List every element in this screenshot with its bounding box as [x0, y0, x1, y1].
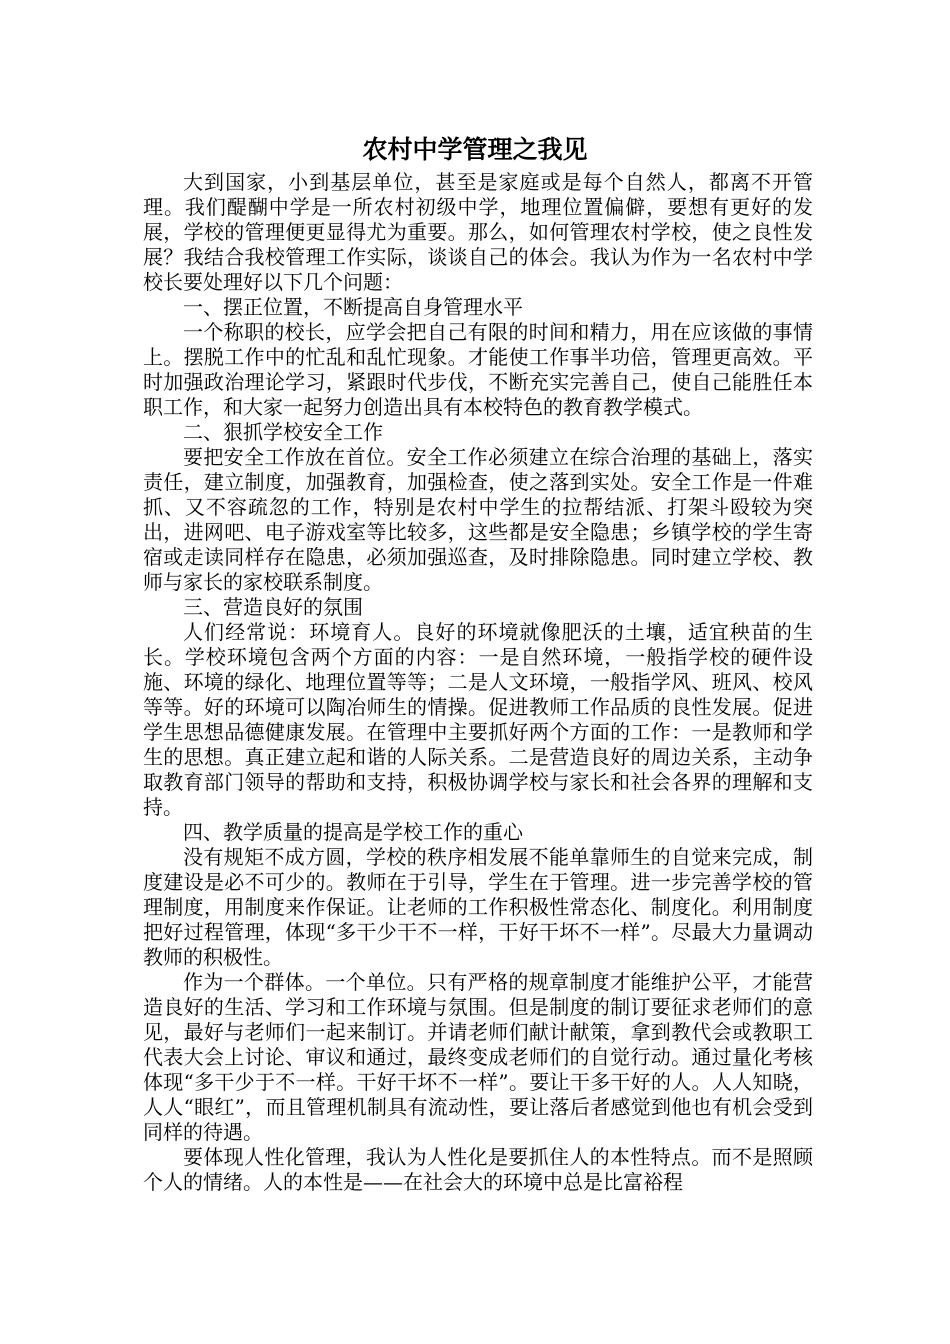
paragraph-section-2: 要把安全工作放在首位。安全工作必须建立在综合治理的基础上，落实责任，建立制度，加强教育，加强检查，使之落到实处。安全工作是一件难抓、又不容疏忽的工作，特别是农村中学生的拉帮结派、打架斗殴较为突出，进网吧、电子游戏室等比较多，这些都是安全隐患；乡镇学校的学生寄宿或走读同样存在隐患，必须加强巡查，及时排除隐患。同时建立学校、教师与家长的家校联系制度。 [143, 445, 813, 594]
paragraph-section-1: 一个称职的校长，应学会把自己有限的时间和精力，用在应该做的事情上。摆脱工作中的忙乱和乱忙现象。才能使工作事半功倍，管理更高效。平时加强政治理论学习，紧跟时代步伐，不断充实完善自己，使自己能胜任本职工作，和大家一起努力创造出具有本校特色的教育教学模式。 [143, 320, 813, 419]
paragraph-section-4b: 作为一个群体。一个单位。只有严格的规章制度才能维护公平，才能营造良好的生活、学习和工作环境与氛围。但是制度的制订要征求老师们的意见，最好与老师们一起来制订。并请老师们献计献策，拿到教代会或教职工代表大会上讨论、审议和通过，最终变成老师们的自觉行动。通过量化考核体现“多干少于不一样。干好干坏不一样”。要让干多干好的人。人人知晓，人人“眼红”，而且管理机制具有流动性，要让落后者感觉到他也有机会受到同样的待遇。 [143, 970, 813, 1144]
paragraph-intro: 大到国家，小到基层单位，甚至是家庭或是每个自然人，都离不开管理。我们醍醐中学是一所农村初级中学，地理位置偏僻，要想有更好的发展，学校的管理便更显得尤为重要。那么，如何管理农村学校，使之良性发展？我结合我校管理工作实际，谈谈自己的体会。我认为作为一名农村中学校长要处理好以下几个问题： [143, 170, 813, 294]
section-heading-1: 一、摆正位置，不断提高自身管理水平 [183, 295, 523, 319]
section-heading-3: 三、营造良好的氛围 [183, 595, 363, 619]
paragraph-section-3: 人们经常说：环境育人。良好的环境就像肥沃的土壤，适宜秧苗的生长。学校环境包含两个方面的内容：一是自然环境，一般指学校的硬件设施、环境的绿化、地理位置等等；二是人文环境，一般指学风、班风、校风等等。好的环境可以陶冶师生的情操。促进教师工作品质的良性发展。促进学生思想品德健康发展。在管理中主要抓好两个方面的工作：一是教师和学生的思想。真正建立起和谐的人际关系。二是营造良好的周边关系，主动争取教育部门领导的帮助和支持，积极协调学校与家长和社会各界的理解和支持。 [143, 620, 813, 819]
paragraph-section-4a: 没有规矩不成方圆，学校的秩序相发展不能单靠师生的自觉来完成，制度建设是必不可少的。教师在于引导，学生在于管理。进一步完善学校的管理制度，用制度来作保证。让老师的工作积极性常态化、制度化。利用制度把好过程管理，体现“多干少干不一样，干好干坏不一样”。尽最大力量调动教师的积极性。 [143, 845, 813, 969]
paragraph-section-4c: 要体现人性化管理，我认为人性化是要抓住人的本性特点。而不是照顾个人的情绪。人的本性是——在社会大的环境中总是比富裕程 [143, 1145, 813, 1194]
section-heading-4: 四、教学质量的提高是学校工作的重心 [183, 820, 523, 844]
section-heading-2: 二、狠抓学校安全工作 [183, 420, 383, 444]
document-title: 农村中学管理之我见 [362, 135, 588, 164]
document-body [143, 170, 813, 1195]
